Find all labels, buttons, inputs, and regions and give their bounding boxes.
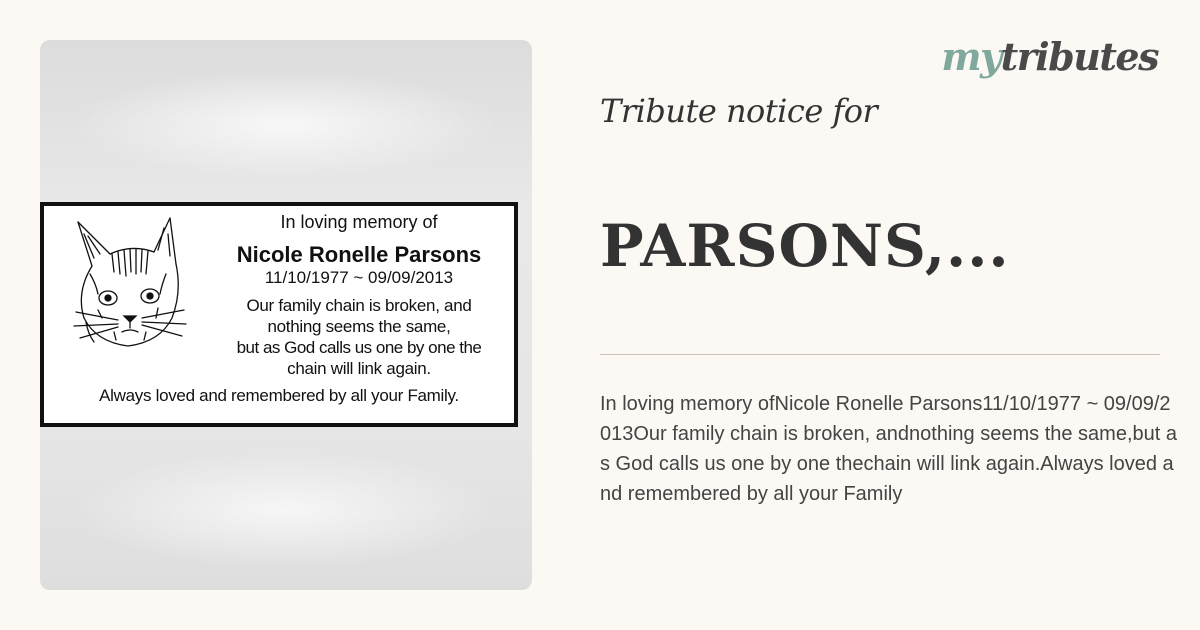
brand-prefix: my	[941, 34, 1001, 79]
notice-deceased-name: Nicole Ronelle Parsons	[236, 242, 482, 267]
tribute-image	[40, 40, 532, 590]
notice-verse-line: nothing seems the same,	[267, 317, 451, 336]
cat-sketch-icon	[58, 214, 192, 350]
brand-suffix: tributes	[1000, 34, 1158, 79]
brand-logo[interactable]	[941, 34, 1158, 79]
page-subtitle: Tribute notice for	[600, 92, 878, 130]
divider	[600, 354, 1160, 355]
notice-heading: In loving memory of	[280, 212, 438, 232]
notice-closing: Always loved and remembered by all your Family.	[99, 386, 459, 405]
notice-verse-line: Our family chain is broken, and	[246, 296, 472, 315]
tribute-description: In loving memory ofNicole Ronelle Parsons11/10/1977 ~ 09/09/2013Our family chain is broken, andnothing seems the same,but as God calls us one by one thechain will link again.Always loved and remembered by all your Family	[600, 393, 1177, 505]
tribute-notice-card	[40, 202, 518, 427]
notice-verse-line: but as God calls us one by one the	[236, 338, 482, 357]
notice-verse-line: chain will link again.	[287, 359, 431, 378]
notice-dates: 11/10/1977 ~ 09/09/2013	[264, 268, 454, 287]
page-title: PARSONS,...	[600, 212, 1010, 280]
